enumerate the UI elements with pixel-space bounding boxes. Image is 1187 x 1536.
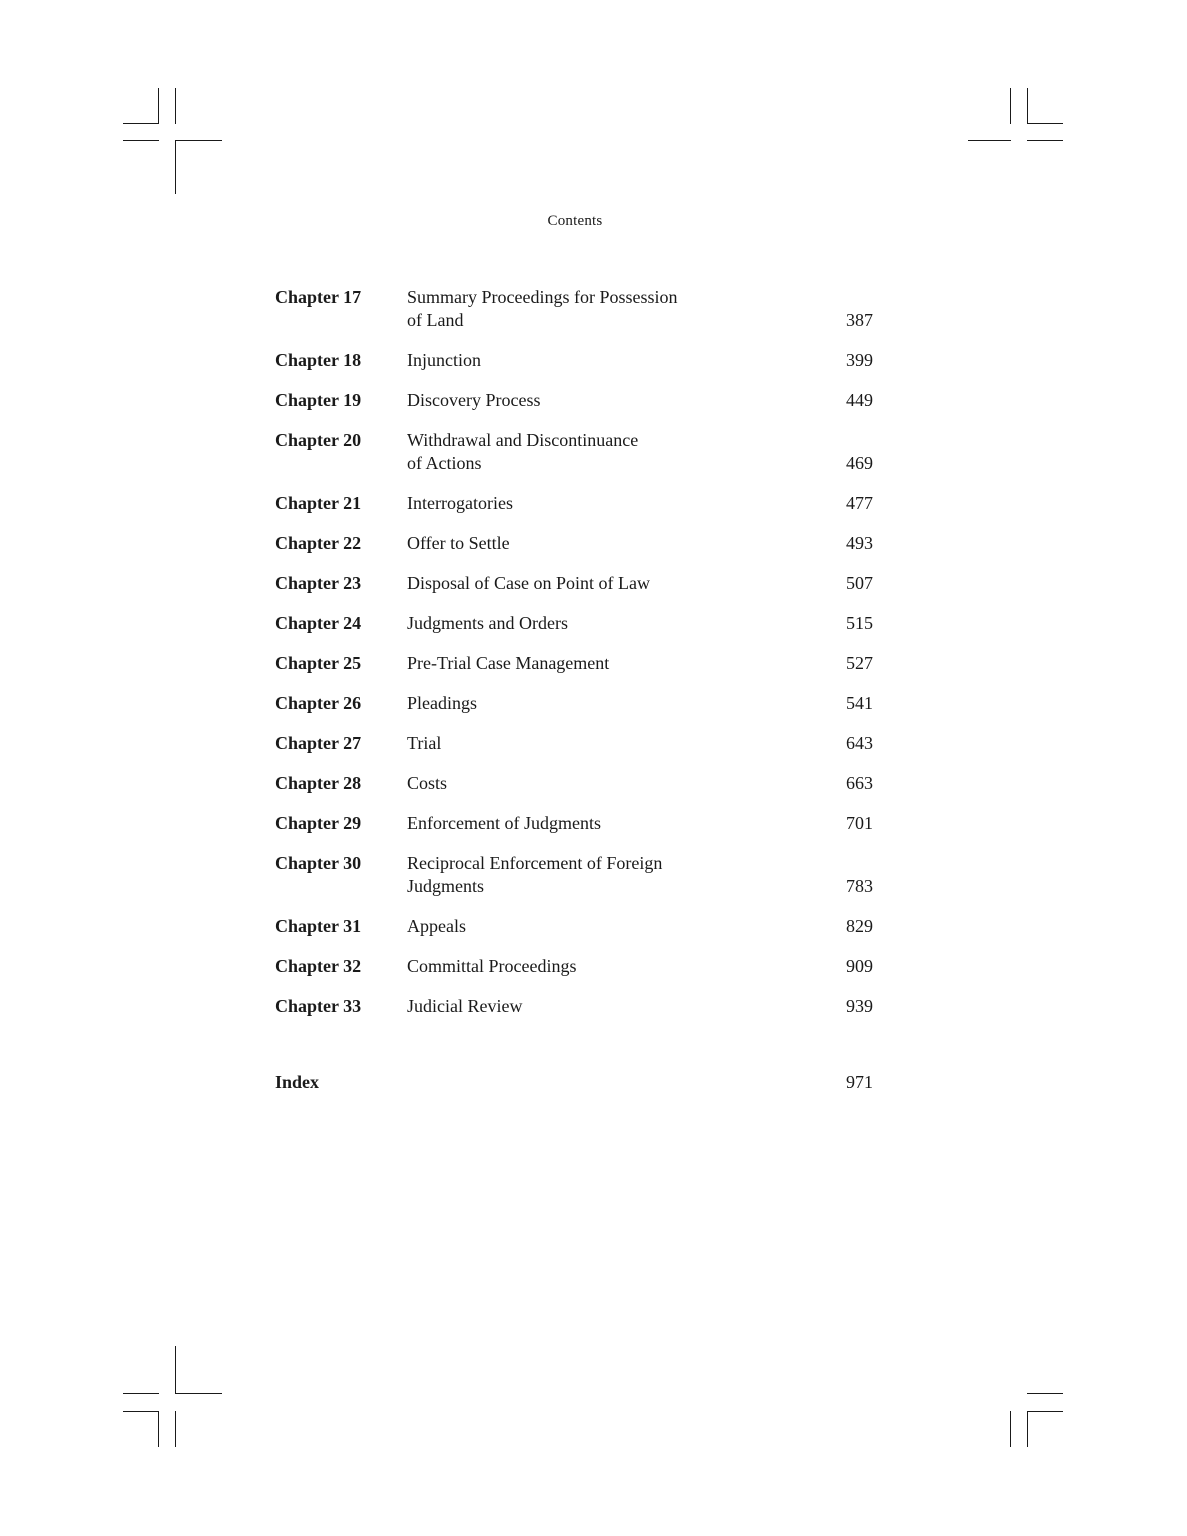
crop-mark (1027, 1411, 1063, 1412)
chapter-number: Chapter 31 (275, 916, 362, 936)
crop-mark (175, 1411, 176, 1447)
chapter-title-line: Disposal of Case on Point of Law (407, 573, 650, 593)
crop-mark (175, 140, 222, 141)
chapter-title-line: Judgments (407, 876, 485, 896)
toc-entry (275, 572, 875, 595)
chapter-title-line: of Actions (407, 453, 482, 473)
toc-entry (275, 955, 875, 978)
toc-entry (275, 286, 875, 332)
page-number: 449 (846, 390, 873, 410)
crop-mark (175, 140, 176, 194)
toc-entry (275, 349, 875, 372)
toc-entry (275, 692, 875, 715)
chapter-title-line: Committal Proceedings (407, 956, 577, 976)
chapter-number: Chapter 22 (275, 533, 362, 553)
chapter-number: Chapter 20 (275, 430, 362, 450)
chapter-number: Chapter 30 (275, 853, 362, 873)
chapter-number: Chapter 17 (275, 287, 362, 307)
chapter-title-line: Trial (407, 733, 442, 753)
chapter-title (407, 492, 737, 515)
toc-entry (275, 429, 875, 475)
chapter-title-line: Enforcement of Judgments (407, 813, 601, 833)
crop-mark (1027, 88, 1028, 124)
chapter-title-line: Discovery Process (407, 390, 541, 410)
chapter-title (407, 732, 737, 755)
chapter-title-line: Interrogatories (407, 493, 513, 513)
toc-entry (275, 612, 875, 635)
page-number: 507 (846, 573, 873, 593)
chapter-title (407, 349, 737, 372)
page-number: 643 (846, 733, 873, 753)
chapter-title (407, 286, 737, 332)
toc-entry (275, 812, 875, 835)
crop-mark (1027, 1411, 1028, 1447)
crop-mark (175, 1346, 176, 1394)
toc-entry (275, 852, 875, 898)
page-number: 469 (846, 453, 873, 473)
chapter-title-line: Judicial Review (407, 996, 523, 1016)
chapter-title-line: Costs (407, 773, 448, 793)
chapter-title-line: Pre-Trial Case Management (407, 653, 610, 673)
chapter-title (407, 572, 737, 595)
chapter-number: Chapter 26 (275, 693, 362, 713)
chapter-number: Chapter 23 (275, 573, 362, 593)
chapter-title-line: Withdrawal and Discontinuance (407, 430, 639, 450)
running-head: Contents (547, 213, 603, 229)
chapter-title (407, 389, 737, 412)
chapter-title (407, 955, 737, 978)
chapter-title-line: Injunction (407, 350, 481, 370)
chapter-title (407, 612, 737, 635)
chapter-title (407, 692, 737, 715)
chapter-number: Chapter 28 (275, 773, 362, 793)
toc-entry (275, 492, 875, 515)
crop-mark (1027, 123, 1063, 124)
chapter-title-line: Summary Proceedings for Possession (407, 287, 678, 307)
chapter-title (407, 772, 737, 795)
chapter-title (407, 995, 737, 1018)
crop-mark (1010, 1411, 1011, 1447)
chapter-title (407, 812, 737, 835)
toc-entry (275, 532, 875, 555)
crop-mark (175, 1393, 222, 1394)
crop-mark (123, 1411, 159, 1412)
chapter-number: Chapter 33 (275, 996, 362, 1016)
crop-mark (1027, 140, 1063, 141)
page-number: 663 (846, 773, 873, 793)
chapter-title-line: Appeals (407, 916, 466, 936)
chapter-number: Chapter 29 (275, 813, 362, 833)
page-number: 939 (846, 996, 873, 1016)
chapter-number: Chapter 27 (275, 733, 362, 753)
page-number: 909 (846, 956, 873, 976)
index-label: Index (275, 1072, 320, 1092)
page-number: 527 (846, 653, 873, 673)
crop-mark (1027, 1393, 1063, 1394)
chapter-number: Chapter 25 (275, 653, 362, 673)
crop-mark (1010, 88, 1011, 124)
crop-mark (123, 123, 159, 124)
chapter-number: Chapter 24 (275, 613, 362, 633)
crop-mark (158, 1411, 159, 1447)
crop-mark (175, 88, 176, 124)
chapter-number: Chapter 32 (275, 956, 362, 976)
index-entry (275, 1071, 873, 1094)
toc-entry (275, 732, 875, 755)
index-page-number: 971 (846, 1072, 873, 1092)
page-number: 493 (846, 533, 873, 553)
chapter-title-line: Reciprocal Enforcement of Foreign (407, 853, 663, 873)
crop-mark (123, 1393, 159, 1394)
chapter-title (407, 852, 737, 898)
crop-mark (968, 140, 1011, 141)
chapter-title-line: Pleadings (407, 693, 477, 713)
page-number: 399 (846, 350, 873, 370)
toc-entry (275, 915, 875, 938)
chapter-number: Chapter 18 (275, 350, 362, 370)
toc-entry (275, 995, 875, 1018)
page-number: 783 (846, 876, 873, 896)
chapter-title (407, 429, 737, 475)
chapter-title (407, 532, 737, 555)
toc-entry (275, 652, 875, 675)
crop-mark (158, 88, 159, 124)
page-number: 829 (846, 916, 873, 936)
chapter-number: Chapter 19 (275, 390, 362, 410)
page-number: 477 (846, 493, 873, 513)
toc-entry (275, 389, 875, 412)
chapter-title-line: Offer to Settle (407, 533, 510, 553)
toc-entry (275, 772, 875, 795)
chapter-title (407, 652, 737, 675)
page-number: 387 (846, 310, 873, 330)
table-of-contents (275, 286, 875, 1035)
chapter-number: Chapter 21 (275, 493, 362, 513)
chapter-title (407, 915, 737, 938)
page-number: 515 (846, 613, 873, 633)
chapter-title-line: Judgments and Orders (407, 613, 568, 633)
page-number: 701 (846, 813, 873, 833)
crop-mark (123, 140, 159, 141)
chapter-title-line: of Land (407, 310, 464, 330)
page-number: 541 (846, 693, 873, 713)
